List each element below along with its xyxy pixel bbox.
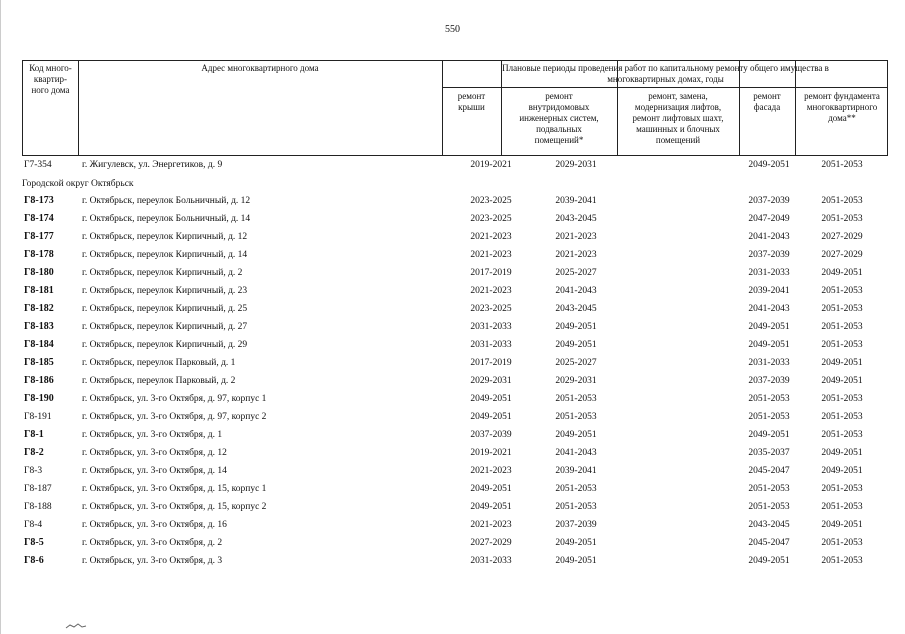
row-facade: 2041-2043 — [748, 232, 790, 242]
table-row — [22, 426, 888, 444]
row-roof: 2023-2025 — [470, 214, 512, 224]
table-row — [22, 354, 888, 372]
row-address: г. Октябрьск, переулок Кирпичный, д. 12 — [82, 232, 248, 242]
section-title: Городской округ Октябрьск — [22, 179, 134, 189]
row-code: Г8-183 — [24, 321, 54, 332]
header-address: Адрес многоквартирного дома — [201, 63, 319, 73]
row-address: г. Октябрьск, ул. 3-го Октября, д. 1 — [82, 430, 223, 440]
row-code: Г8-187 — [24, 484, 52, 494]
row-engineering: 2049-2051 — [555, 538, 597, 548]
row-code: Г8-3 — [24, 466, 43, 476]
row-engineering: 2029-2031 — [555, 376, 597, 386]
table-row — [22, 516, 888, 534]
row-code: Г8-186 — [24, 375, 54, 386]
row-roof: 2021-2023 — [470, 232, 512, 242]
row-foundation: 2051-2053 — [821, 160, 863, 170]
row-foundation: 2051-2053 — [821, 340, 863, 350]
row-foundation: 2051-2053 — [821, 412, 863, 422]
row-code: Г8-174 — [24, 213, 54, 224]
row-roof: 2021-2023 — [470, 250, 512, 260]
row-code: Г7-354 — [24, 160, 52, 170]
row-roof: 2049-2051 — [470, 412, 512, 422]
row-foundation: 2049-2051 — [821, 268, 863, 278]
header-code: Код много- квартир- ного дома — [29, 63, 72, 95]
row-address: г. Октябрьск, ул. 3-го Октября, д. 16 — [82, 520, 227, 530]
row-facade: 2031-2033 — [748, 268, 790, 278]
row-code: Г8-181 — [24, 285, 54, 296]
header-divider — [78, 61, 79, 155]
row-roof: 2017-2019 — [470, 358, 512, 368]
row-address: г. Октябрьск, переулок Кирпичный, д. 25 — [82, 304, 248, 314]
row-facade: 2037-2039 — [748, 376, 790, 386]
table-row — [22, 318, 888, 336]
row-foundation: 2051-2053 — [821, 484, 863, 494]
row-facade: 2035-2037 — [748, 448, 790, 458]
row-code: Г8-5 — [24, 537, 44, 548]
row-roof: 2021-2023 — [470, 466, 512, 476]
row-foundation: 2049-2051 — [821, 466, 863, 476]
row-code: Г8-1 — [24, 429, 44, 440]
row-engineering: 2041-2043 — [555, 286, 597, 296]
row-address: г. Октябрьск, ул. 3-го Октября, д. 15, корпус 1 — [82, 484, 267, 494]
row-facade: 2049-2051 — [748, 430, 790, 440]
row-engineering: 2037-2039 — [555, 520, 597, 530]
row-roof: 2029-2031 — [470, 376, 512, 386]
row-address: г. Октябрьск, переулок Больничный, д. 12 — [82, 196, 251, 206]
row-code: Г8-190 — [24, 393, 54, 404]
table-row — [22, 246, 888, 264]
table-row — [22, 192, 888, 210]
row-facade: 2049-2051 — [748, 160, 790, 170]
row-roof: 2037-2039 — [470, 430, 512, 440]
row-code: Г8-188 — [24, 502, 52, 512]
row-address: г. Октябрьск, переулок Больничный, д. 14 — [82, 214, 251, 224]
row-engineering: 2049-2051 — [555, 340, 597, 350]
row-roof: 2031-2033 — [470, 556, 512, 566]
table-row — [22, 480, 888, 498]
row-engineering: 2039-2041 — [555, 466, 597, 476]
row-engineering: 2021-2023 — [555, 232, 597, 242]
table-row — [22, 408, 888, 426]
row-facade: 2045-2047 — [748, 466, 790, 476]
row-foundation: 2049-2051 — [821, 520, 863, 530]
row-foundation: 2051-2053 — [821, 502, 863, 512]
table-row — [22, 210, 888, 228]
row-roof: 2023-2025 — [470, 196, 512, 206]
row-code: Г8-6 — [24, 555, 44, 566]
table-row — [22, 300, 888, 318]
table-row — [22, 462, 888, 480]
table-row — [22, 534, 888, 552]
row-foundation: 2051-2053 — [821, 304, 863, 314]
table-row — [22, 372, 888, 390]
row-foundation: 2027-2029 — [821, 250, 863, 260]
row-facade: 2049-2051 — [748, 340, 790, 350]
header-roof: ремонт крыши — [457, 91, 486, 112]
row-code: Г8-177 — [24, 231, 54, 242]
row-address: г. Октябрьск, переулок Кирпичный, д. 27 — [82, 322, 248, 332]
row-facade: 2051-2053 — [748, 502, 790, 512]
row-engineering: 2043-2045 — [555, 214, 597, 224]
row-foundation: 2051-2053 — [821, 214, 863, 224]
header-facade: ремонт фасада — [753, 91, 781, 112]
row-facade: 2051-2053 — [748, 412, 790, 422]
row-facade: 2037-2039 — [748, 196, 790, 206]
row-address: г. Жигулевск, ул. Энергетиков, д. 9 — [82, 160, 223, 170]
row-address: г. Октябрьск, переулок Кирпичный, д. 29 — [82, 340, 248, 350]
row-roof: 2049-2051 — [470, 394, 512, 404]
row-engineering: 2021-2023 — [555, 250, 597, 260]
row-address: г. Октябрьск, переулок Кирпичный, д. 2 — [82, 268, 243, 278]
row-engineering: 2049-2051 — [555, 430, 597, 440]
table-header — [22, 60, 888, 156]
row-roof: 2049-2051 — [470, 502, 512, 512]
row-address: г. Октябрьск, ул. 3-го Октября, д. 2 — [82, 538, 223, 548]
row-facade: 2039-2041 — [748, 286, 790, 296]
scan-artifact-icon — [64, 622, 88, 630]
row-engineering: 2025-2027 — [555, 268, 597, 278]
row-engineering: 2043-2045 — [555, 304, 597, 314]
row-roof: 2021-2023 — [470, 286, 512, 296]
row-roof: 2021-2023 — [470, 520, 512, 530]
table-row — [22, 336, 888, 354]
table-row — [22, 282, 888, 300]
header-engineering: ремонт внутридомовых инженерных систем, подвальных помещений* — [519, 91, 599, 145]
row-engineering: 2041-2043 — [555, 448, 597, 458]
row-code: Г8-173 — [24, 195, 54, 206]
row-code: Г8-185 — [24, 357, 54, 368]
row-facade: 2049-2051 — [748, 556, 790, 566]
row-foundation: 2051-2053 — [821, 430, 863, 440]
row-engineering: 2051-2053 — [555, 484, 597, 494]
row-roof: 2019-2021 — [470, 160, 512, 170]
row-engineering: 2051-2053 — [555, 412, 597, 422]
table-row — [22, 228, 888, 246]
row-code: Г8-191 — [24, 412, 52, 422]
row-foundation: 2051-2053 — [821, 556, 863, 566]
row-address: г. Октябрьск, переулок Парковый, д. 2 — [82, 376, 236, 386]
row-code: Г8-4 — [24, 520, 43, 530]
header-elevators: ремонт, замена, модернизация лифтов, ремонт лифтовых шахт, машинных и блочных помещений — [632, 91, 724, 145]
row-facade: 2037-2039 — [748, 250, 790, 260]
row-address: г. Октябрьск, ул. 3-го Октября, д. 12 — [82, 448, 227, 458]
header-periods: Плановые периоды проведения работ по капитальному ремонту общего имущества в многоквартирных домах, годы — [502, 63, 829, 84]
row-engineering: 2025-2027 — [555, 358, 597, 368]
row-facade: 2045-2047 — [748, 538, 790, 548]
row-facade: 2051-2053 — [748, 394, 790, 404]
row-address: г. Октябрьск, переулок Кирпичный, д. 23 — [82, 286, 248, 296]
row-roof: 2049-2051 — [470, 484, 512, 494]
row-engineering: 2051-2053 — [555, 394, 597, 404]
row-facade: 2049-2051 — [748, 322, 790, 332]
row-foundation: 2051-2053 — [821, 538, 863, 548]
row-roof: 2023-2025 — [470, 304, 512, 314]
table-row — [22, 156, 888, 174]
row-address: г. Октябрьск, ул. 3-го Октября, д. 15, корпус 2 — [82, 502, 267, 512]
row-engineering: 2049-2051 — [555, 322, 597, 332]
row-foundation: 2027-2029 — [821, 232, 863, 242]
row-facade: 2043-2045 — [748, 520, 790, 530]
row-foundation: 2051-2053 — [821, 394, 863, 404]
row-code: Г8-184 — [24, 339, 54, 350]
row-facade: 2051-2053 — [748, 484, 790, 494]
table-row — [22, 264, 888, 282]
row-code: Г8-182 — [24, 303, 54, 314]
table-row — [22, 444, 888, 462]
row-address: г. Октябрьск, ул. 3-го Октября, д. 14 — [82, 466, 227, 476]
row-roof: 2027-2029 — [470, 538, 512, 548]
row-code: Г8-2 — [24, 447, 44, 458]
row-engineering: 2049-2051 — [555, 556, 597, 566]
table-row — [22, 498, 888, 516]
header-foundation: ремонт фундамента многоквартирного дома** — [804, 91, 880, 123]
row-foundation: 2051-2053 — [821, 322, 863, 332]
page-number: 550 — [445, 24, 460, 35]
row-foundation: 2051-2053 — [821, 286, 863, 296]
row-roof: 2017-2019 — [470, 268, 512, 278]
row-address: г. Октябрьск, ул. 3-го Октября, д. 3 — [82, 556, 223, 566]
row-roof: 2019-2021 — [470, 448, 512, 458]
row-address: г. Октябрьск, переулок Парковый, д. 1 — [82, 358, 236, 368]
table-row — [22, 552, 888, 570]
row-facade: 2031-2033 — [748, 358, 790, 368]
row-code: Г8-178 — [24, 249, 54, 260]
row-code: Г8-180 — [24, 267, 54, 278]
row-engineering: 2039-2041 — [555, 196, 597, 206]
table-row — [22, 390, 888, 408]
scan-margin-line — [0, 0, 1, 634]
row-engineering: 2029-2031 — [555, 160, 597, 170]
row-engineering: 2051-2053 — [555, 502, 597, 512]
row-facade: 2041-2043 — [748, 304, 790, 314]
row-address: г. Октябрьск, переулок Кирпичный, д. 14 — [82, 250, 248, 260]
row-foundation: 2049-2051 — [821, 376, 863, 386]
row-address: г. Октябрьск, ул. 3-го Октября, д. 97, корпус 1 — [82, 394, 267, 404]
row-facade: 2047-2049 — [748, 214, 790, 224]
scan-artifact — [64, 622, 88, 630]
row-roof: 2031-2033 — [470, 340, 512, 350]
row-roof: 2031-2033 — [470, 322, 512, 332]
row-foundation: 2049-2051 — [821, 358, 863, 368]
header-divider — [442, 87, 887, 88]
row-foundation: 2049-2051 — [821, 448, 863, 458]
row-foundation: 2051-2053 — [821, 196, 863, 206]
row-address: г. Октябрьск, ул. 3-го Октября, д. 97, корпус 2 — [82, 412, 267, 422]
